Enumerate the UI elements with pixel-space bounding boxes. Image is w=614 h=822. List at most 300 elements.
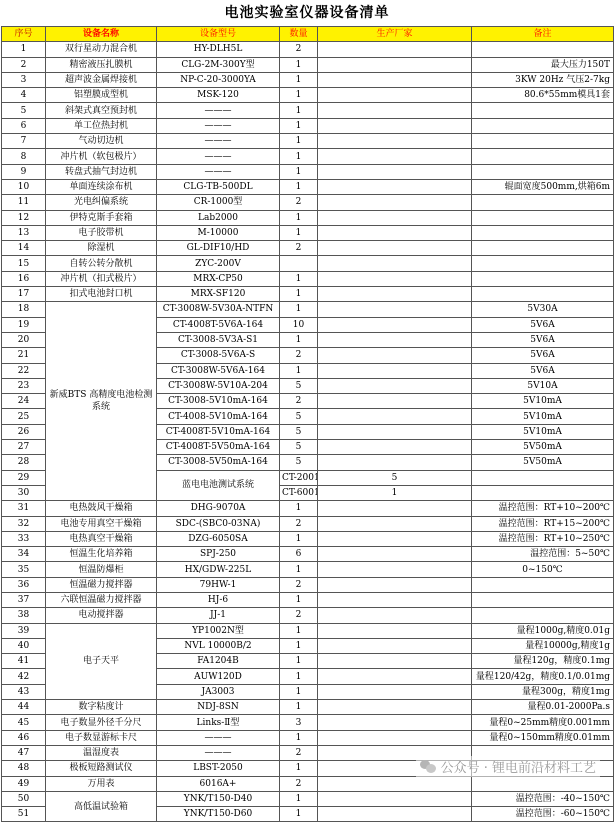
cell-no: 27 (2, 440, 46, 455)
cell-qty: 5 (280, 409, 318, 424)
cell-qty: 1 (280, 225, 318, 240)
cell-model: Links-Ⅱ型 (157, 715, 280, 730)
cell-qty: 1 (280, 761, 318, 776)
cell-vendor (318, 730, 472, 745)
cell-note (472, 776, 614, 791)
cell-vendor (318, 256, 472, 271)
cell-vendor (472, 485, 614, 500)
cell-model: CT-4008T-5V6A-164 (157, 317, 280, 332)
cell-note (472, 134, 614, 149)
cell-no: 42 (2, 669, 46, 684)
cell-no: 45 (2, 715, 46, 730)
cell-qty: 1 (280, 88, 318, 103)
cell-qty: 5 (280, 378, 318, 393)
table-row (2, 195, 614, 210)
cell-qty: 2 (280, 745, 318, 760)
cell-no: 34 (2, 547, 46, 562)
cell-qty: 1 (280, 700, 318, 715)
table-row (2, 118, 614, 133)
cell-qty: 2 (280, 516, 318, 531)
cell-name: 气动切边机 (46, 134, 157, 149)
cell-note (472, 195, 614, 210)
equipment-table (1, 26, 614, 822)
cell-model: YNK/T150-D40 (157, 791, 280, 806)
cell-group-name: 蓝电电池测试系统 (157, 470, 280, 501)
cell-no: 23 (2, 378, 46, 393)
cell-model: HJ-6 (157, 592, 280, 607)
cell-vendor (318, 164, 472, 179)
cell-no: 14 (2, 241, 46, 256)
cell-model: JJ-1 (157, 608, 280, 623)
cell-model: HX/GDW-225L (157, 562, 280, 577)
cell-model: CT-4008T-5V10mA-164 (157, 424, 280, 439)
cell-name: 温湿度表 (46, 745, 157, 760)
cell-qty: 2 (280, 608, 318, 623)
cell-note (472, 118, 614, 133)
cell-name: 除湿机 (46, 241, 157, 256)
cell-note: 量程0~25mm精度0.001mm (472, 715, 614, 730)
cell-name: 电池专用真空干燥箱 (46, 516, 157, 531)
watermark-text: 公众号 · 锂电前沿材料工艺 (441, 757, 596, 776)
cell-no: 30 (2, 485, 46, 500)
cell-qty: 1 (280, 531, 318, 546)
table-row (2, 42, 614, 57)
cell-qty: 1 (280, 72, 318, 87)
cell-no: 39 (2, 623, 46, 638)
cell-qty: 1 (280, 179, 318, 194)
cell-qty: 1 (280, 684, 318, 699)
cell-vendor (318, 271, 472, 286)
cell-no: 24 (2, 394, 46, 409)
table-row (2, 256, 614, 271)
cell-name: 双行星动力混合机 (46, 42, 157, 57)
cell-no: 1 (2, 42, 46, 57)
cell-model: ——— (157, 730, 280, 745)
cell-vendor (318, 577, 472, 592)
table-row (2, 287, 614, 302)
cell-name: 万用表 (46, 776, 157, 791)
table-row (2, 776, 614, 791)
header-note: 备注 (472, 27, 614, 42)
cell-qty: 1 (318, 485, 472, 500)
cell-name: 伊特克斯手套箱 (46, 210, 157, 225)
cell-model: ——— (157, 103, 280, 118)
cell-qty: 1 (280, 118, 318, 133)
cell-no: 21 (2, 348, 46, 363)
cell-vendor (318, 531, 472, 546)
cell-vendor (318, 638, 472, 653)
cell-vendor (318, 715, 472, 730)
cell-no: 18 (2, 302, 46, 317)
table-row (2, 501, 614, 516)
cell-no: 31 (2, 501, 46, 516)
cell-model: DZG-6050SA (157, 531, 280, 546)
cell-model: DHG-9070A (157, 501, 280, 516)
cell-vendor (318, 42, 472, 57)
cell-note (472, 577, 614, 592)
cell-note (472, 164, 614, 179)
cell-qty: 2 (280, 776, 318, 791)
table-row (2, 531, 614, 546)
cell-qty: 1 (280, 103, 318, 118)
cell-no: 7 (2, 134, 46, 149)
cell-note: 5V50mA (472, 455, 614, 470)
cell-vendor (318, 72, 472, 87)
cell-qty: 1 (280, 669, 318, 684)
cell-qty: 1 (280, 654, 318, 669)
cell-note (472, 210, 614, 225)
cell-no: 44 (2, 700, 46, 715)
cell-qty: 1 (280, 287, 318, 302)
cell-no: 26 (2, 424, 46, 439)
cell-model: CT-4008T-5V50mA-164 (157, 440, 280, 455)
cell-no: 32 (2, 516, 46, 531)
cell-model: LBST-2050 (157, 761, 280, 776)
cell-no: 22 (2, 363, 46, 378)
cell-model: YP1002N型 (157, 623, 280, 638)
cell-vendor (318, 332, 472, 347)
cell-note (472, 103, 614, 118)
cell-qty: 10 (280, 317, 318, 332)
cell-no: 8 (2, 149, 46, 164)
cell-model: MSK-120 (157, 88, 280, 103)
cell-note: 5V10mA (472, 394, 614, 409)
table-row (2, 72, 614, 87)
cell-name: 扣式电池封口机 (46, 287, 157, 302)
table-row (2, 241, 614, 256)
cell-qty: 1 (280, 623, 318, 638)
table-row (2, 730, 614, 745)
cell-vendor (318, 791, 472, 806)
cell-no: 37 (2, 592, 46, 607)
cell-note (472, 256, 614, 271)
cell-model: ——— (157, 164, 280, 179)
cell-qty: 2 (280, 394, 318, 409)
cell-note: 5V10A (472, 378, 614, 393)
table-row (2, 715, 614, 730)
cell-qty: 2 (280, 195, 318, 210)
cell-model: Lab2000 (157, 210, 280, 225)
cell-vendor (318, 195, 472, 210)
cell-note (472, 241, 614, 256)
cell-model: CT-3008-5V6A-S (157, 348, 280, 363)
cell-no: 36 (2, 577, 46, 592)
cell-note: 80.6*55mm模具1套 (472, 88, 614, 103)
cell-note (472, 271, 614, 286)
cell-no: 13 (2, 225, 46, 240)
cell-no: 41 (2, 654, 46, 669)
cell-name: 超声波金属焊接机 (46, 72, 157, 87)
cell-note: 5V6A (472, 317, 614, 332)
cell-vendor (318, 348, 472, 363)
cell-model: 79HW-1 (157, 577, 280, 592)
cell-model: ——— (157, 134, 280, 149)
cell-vendor (318, 409, 472, 424)
cell-model: FA1204B (157, 654, 280, 669)
cell-model: M-10000 (157, 225, 280, 240)
cell-no: 35 (2, 562, 46, 577)
cell-note: 5V30A (472, 302, 614, 317)
cell-model: ——— (157, 118, 280, 133)
cell-qty: 6 (280, 547, 318, 562)
cell-name: 数字粘度计 (46, 700, 157, 715)
cell-note: 最大压力150T (472, 57, 614, 72)
cell-vendor (472, 470, 614, 485)
cell-note: 量程0~150mm精度0.01mm (472, 730, 614, 745)
cell-no: 17 (2, 287, 46, 302)
cell-vendor (318, 592, 472, 607)
cell-name: 六联恒温磁力搅拌器 (46, 592, 157, 607)
cell-name: 自转公转分散机 (46, 256, 157, 271)
cell-name: 电热鼓风干燥箱 (46, 501, 157, 516)
cell-no: 51 (2, 807, 46, 822)
cell-name: 单面连续涂布机 (46, 179, 157, 194)
cell-qty: 1 (280, 363, 318, 378)
cell-qty: 2 (280, 241, 318, 256)
cell-model: CT-3008-5V50mA-164 (157, 455, 280, 470)
cell-no: 38 (2, 608, 46, 623)
table-row (2, 88, 614, 103)
cell-vendor (318, 562, 472, 577)
cell-note: 量程120/42g，精度0.1/0.01mg (472, 669, 614, 684)
table-row (2, 577, 614, 592)
cell-qty: 2 (280, 577, 318, 592)
cell-group-name: 新威BTS 高精度电池检测系统 (46, 302, 157, 501)
header-model: 设备型号 (157, 27, 280, 42)
cell-model: GL-DIF10/HD (157, 241, 280, 256)
cell-vendor (318, 57, 472, 72)
cell-model: CT-4008-5V10mA-164 (157, 409, 280, 424)
table-row (2, 134, 614, 149)
cell-vendor (318, 776, 472, 791)
cell-note: 5V10mA (472, 424, 614, 439)
cell-qty: 1 (280, 149, 318, 164)
cell-no: 28 (2, 455, 46, 470)
cell-vendor (318, 179, 472, 194)
cell-qty: 5 (280, 424, 318, 439)
cell-vendor (318, 623, 472, 638)
table-row (2, 608, 614, 623)
cell-note: 温控范围：-60~150℃ (472, 807, 614, 822)
cell-name: 光电纠偏系统 (46, 195, 157, 210)
cell-model: CT-3008W-5V6A-164 (157, 363, 280, 378)
cell-vendor (318, 302, 472, 317)
cell-vendor (318, 455, 472, 470)
table-row (2, 271, 614, 286)
cell-vendor (318, 118, 472, 133)
cell-name: 斜架式真空预封机 (46, 103, 157, 118)
header-name: 设备名称 (46, 27, 157, 42)
cell-name: 电子数显外径千分尺 (46, 715, 157, 730)
cell-no: 43 (2, 684, 46, 699)
cell-note: 辊面宽度500mm,烘箱6m (472, 179, 614, 194)
cell-model: SDC-(SBC0-03NA) (157, 516, 280, 531)
cell-model: YNK/T150-D60 (157, 807, 280, 822)
cell-vendor (318, 684, 472, 699)
cell-qty: 1 (280, 164, 318, 179)
cell-group-name: 电子天平 (46, 623, 157, 699)
cell-vendor (318, 378, 472, 393)
cell-model: CT-3008-5V10mA-164 (157, 394, 280, 409)
cell-vendor (318, 440, 472, 455)
cell-vendor (318, 241, 472, 256)
cell-no: 48 (2, 761, 46, 776)
table-row (2, 302, 614, 317)
cell-no: 47 (2, 745, 46, 760)
table-row (2, 179, 614, 194)
cell-note: 温控范围：RT+15~200℃ (472, 516, 614, 531)
cell-model: CT-200 (280, 470, 318, 485)
cell-model: HY-DLH5L (157, 42, 280, 57)
page-title: 电池实验室仪器设备清单 (0, 0, 614, 26)
cell-no: 12 (2, 210, 46, 225)
cell-qty: 1 (280, 210, 318, 225)
cell-no: 5 (2, 103, 46, 118)
cell-note: 量程10000g,精度1g (472, 638, 614, 653)
cell-name: 冲片机（扣式极片） (46, 271, 157, 286)
cell-vendor (318, 807, 472, 822)
header-vendor: 生产厂家 (318, 27, 472, 42)
cell-note (472, 42, 614, 57)
cell-vendor (318, 669, 472, 684)
cell-no: 4 (2, 88, 46, 103)
cell-qty: 1 (280, 791, 318, 806)
header-qty: 数量 (280, 27, 318, 42)
cell-model: NDJ-8SN (157, 700, 280, 715)
cell-note (472, 791, 614, 806)
cell-model: ——— (157, 745, 280, 760)
cell-qty: 1 (280, 807, 318, 822)
cell-vendor (318, 654, 472, 669)
cell-qty: 5 (280, 455, 318, 470)
cell-note (472, 608, 614, 623)
cell-no: 46 (2, 730, 46, 745)
cell-vendor (318, 149, 472, 164)
cell-qty: 1 (280, 302, 318, 317)
cell-qty: 2 (280, 348, 318, 363)
cell-name: 电子数显游标卡尺 (46, 730, 157, 745)
cell-no: 11 (2, 195, 46, 210)
cell-name: 冲片机（软包极片） (46, 149, 157, 164)
cell-name: 转盘式抽气封边机 (46, 164, 157, 179)
cell-note: 5V50mA (472, 440, 614, 455)
cell-note: 5V6A (472, 332, 614, 347)
cell-note: 3KW 20Hz 气压2-7kg (472, 72, 614, 87)
cell-qty: 1 (280, 592, 318, 607)
table-row (2, 592, 614, 607)
cell-model: CT-3008W-5V10A-204 (157, 378, 280, 393)
cell-name: 恒温磁力搅拌器 (46, 577, 157, 592)
cell-model: CLG-2M-300Y型 (157, 57, 280, 72)
cell-no: 3 (2, 72, 46, 87)
cell-no: 6 (2, 118, 46, 133)
cell-vendor (318, 317, 472, 332)
cell-qty (280, 256, 318, 271)
cell-model: CT-3008-5V3A-S1 (157, 332, 280, 347)
cell-note: 量程120g，精度0.1mg (472, 654, 614, 669)
cell-qty: 5 (318, 470, 472, 485)
cell-note: 温控范围：RT+10~250℃ (472, 531, 614, 546)
cell-vendor (318, 103, 472, 118)
cell-qty: 1 (280, 332, 318, 347)
cell-no: 50 (2, 791, 46, 806)
cell-qty: 1 (280, 638, 318, 653)
cell-name: 恒温防爆柜 (46, 562, 157, 577)
cell-vendor (318, 501, 472, 516)
wechat-icon (420, 760, 436, 773)
cell-model: CLG-TB-500DL (157, 179, 280, 194)
cell-vendor (318, 516, 472, 531)
cell-no: 33 (2, 531, 46, 546)
cell-model: JA3003 (157, 684, 280, 699)
cell-no: 49 (2, 776, 46, 791)
table-row (2, 225, 614, 240)
cell-no: 9 (2, 164, 46, 179)
cell-no: 25 (2, 409, 46, 424)
cell-note: 量程1000g,精度0.01g (472, 623, 614, 638)
cell-no: 2 (2, 57, 46, 72)
table-row (2, 700, 614, 715)
cell-no: 19 (2, 317, 46, 332)
cell-vendor (318, 287, 472, 302)
table-header-row (2, 27, 614, 42)
cell-model: MRX-SF120 (157, 287, 280, 302)
cell-no: 15 (2, 256, 46, 271)
cell-note: 0~150℃ (472, 562, 614, 577)
cell-no: 29 (2, 470, 46, 485)
cell-qty: 1 (280, 134, 318, 149)
cell-vendor (318, 134, 472, 149)
table-row (2, 791, 614, 806)
table-row (2, 149, 614, 164)
cell-qty: 1 (280, 562, 318, 577)
watermark (416, 756, 600, 777)
cell-qty: 1 (280, 501, 318, 516)
cell-model: SPJ-250 (157, 547, 280, 562)
cell-name: 电热真空干燥箱 (46, 531, 157, 546)
cell-name: 恒温生化培养箱 (46, 547, 157, 562)
cell-note: 5V6A (472, 348, 614, 363)
cell-qty: 2 (280, 42, 318, 57)
cell-model: ——— (157, 149, 280, 164)
cell-qty: 3 (280, 715, 318, 730)
cell-name: 精密液压扎膜机 (46, 57, 157, 72)
cell-note (472, 225, 614, 240)
cell-note (472, 287, 614, 302)
cell-note (472, 149, 614, 164)
cell-vendor (318, 700, 472, 715)
cell-note: 5V6A (472, 363, 614, 378)
cell-model: NP-C-20-3000YA (157, 72, 280, 87)
cell-name: 极板短路测试仪 (46, 761, 157, 776)
cell-qty: 1 (280, 57, 318, 72)
cell-note (472, 592, 614, 607)
cell-note: 量程0.01-2000Pa.s (472, 700, 614, 715)
cell-note: 量程300g，精度1mg (472, 684, 614, 699)
cell-qty: 5 (280, 440, 318, 455)
header-no: 序号 (2, 27, 46, 42)
cell-model: ZYC-200V (157, 256, 280, 271)
cell-no: 40 (2, 638, 46, 653)
table-row (2, 210, 614, 225)
table-row (2, 547, 614, 562)
cell-qty: 1 (280, 730, 318, 745)
cell-no: 10 (2, 179, 46, 194)
cell-vendor (318, 210, 472, 225)
table-row (2, 623, 614, 638)
cell-model: MRX-CP50 (157, 271, 280, 286)
cell-group-name: 高低温试验箱 (46, 791, 157, 822)
